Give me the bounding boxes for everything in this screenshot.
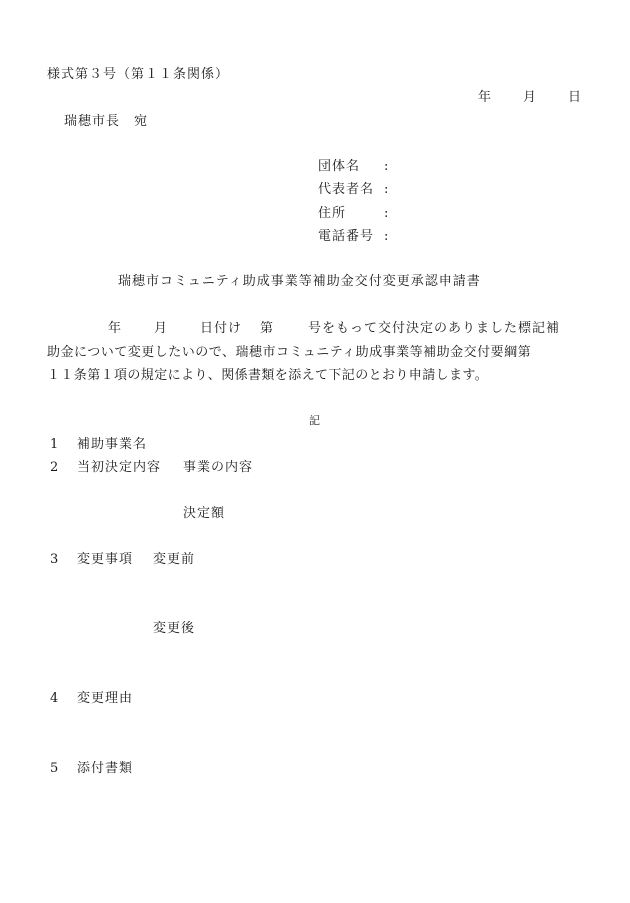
ki-heading: 記 <box>309 414 320 427</box>
group-name-colon: : <box>384 159 389 174</box>
group-name-label: 団体名 <box>318 159 361 174</box>
body-line1-month: 月 <box>154 321 168 336</box>
body-line3: １１条第１項の規定により、関係書類を添えて下記のとおり申請します。 <box>47 368 489 383</box>
item-2-label: 当初決定内容 <box>77 460 162 475</box>
item-5-label: 添付書類 <box>77 761 134 776</box>
addressee: 瑞穂市長 宛 <box>64 114 149 129</box>
item-4-label: 変更理由 <box>77 691 134 706</box>
date-month-label: 月 <box>523 90 537 105</box>
item-3-label: 変更事項 <box>77 552 134 567</box>
item-5-number: 5 <box>50 761 59 776</box>
phone-label: 電話番号 <box>318 229 375 244</box>
item-2-sub-amount: 決定額 <box>183 506 226 521</box>
body-line1-no-prefix: 第 <box>260 321 274 336</box>
body-line1-rest: 号をもって交付決定のありました標記補 <box>308 321 561 336</box>
item-3-sub-before: 変更前 <box>153 552 196 567</box>
item-1-label: 補助事業名 <box>77 437 148 452</box>
body-line1-year: 年 <box>108 321 122 336</box>
item-1-number: 1 <box>50 437 59 452</box>
form-number: 様式第３号（第１１条関係） <box>47 67 230 82</box>
representative-label: 代表者名 <box>318 182 375 197</box>
representative-colon: : <box>384 182 389 197</box>
item-2-sub-content: 事業の内容 <box>183 460 254 475</box>
date-year-label: 年 <box>478 90 492 105</box>
body-line2: 助金について変更したいので、瑞穂市コミュニティ助成事業等補助金交付要綱第 <box>47 345 532 360</box>
address-label: 住所 <box>318 206 347 221</box>
body-line1-day: 日付け <box>200 321 243 336</box>
date-day-label: 日 <box>568 90 582 105</box>
item-3-sub-after: 変更後 <box>153 621 196 636</box>
item-2-number: 2 <box>50 460 59 475</box>
item-3-number: 3 <box>50 552 59 567</box>
document-title: 瑞穂市コミュニティ助成事業等補助金交付変更承認申請書 <box>118 274 481 289</box>
phone-colon: : <box>384 229 389 244</box>
address-colon: : <box>384 206 389 221</box>
item-4-number: 4 <box>50 691 59 706</box>
